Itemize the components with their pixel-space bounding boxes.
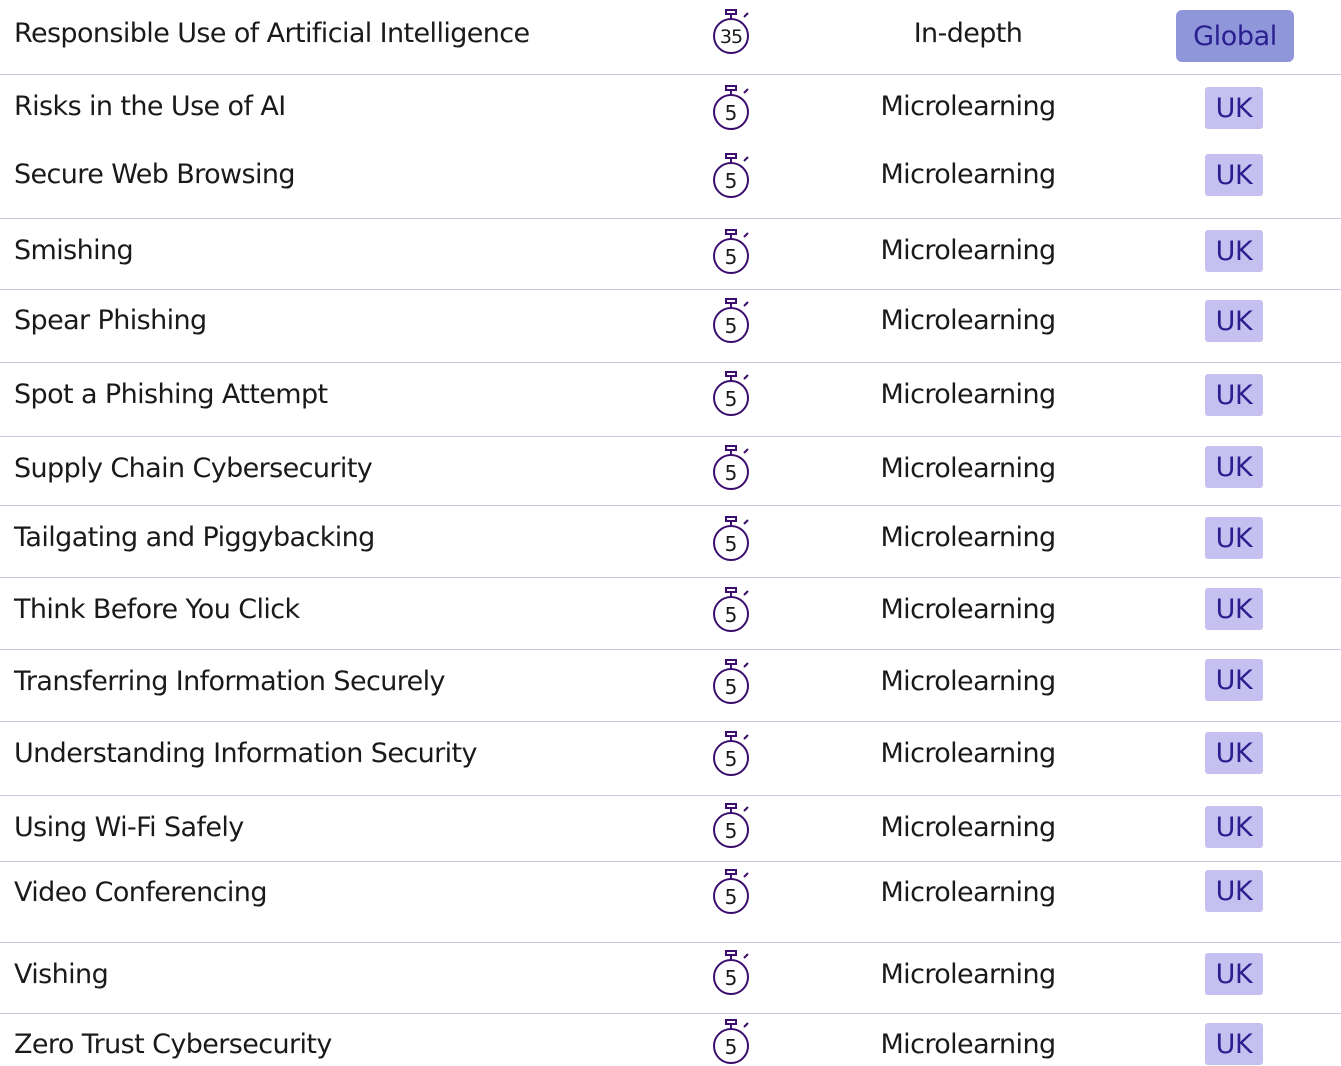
region-badge: UK: [1205, 659, 1263, 701]
course-title: Zero Trust Cybersecurity: [14, 1029, 332, 1060]
stopwatch-icon: [707, 228, 755, 276]
stopwatch-icon: [707, 868, 755, 916]
course-format: Microlearning: [880, 379, 1056, 410]
stopwatch-icon: [707, 84, 755, 132]
course-row[interactable]: [0, 363, 1341, 436]
course-row[interactable]: [0, 506, 1341, 577]
region-badge: UK: [1205, 1023, 1263, 1065]
course-format: Microlearning: [880, 522, 1056, 553]
duration-minutes: 5: [724, 169, 738, 193]
course-title: Responsible Use of Artificial Intelligence: [14, 18, 530, 49]
course-format: Microlearning: [880, 235, 1056, 266]
region-badge: Global: [1176, 10, 1294, 62]
course-format: Microlearning: [880, 812, 1056, 843]
course-title: Supply Chain Cybersecurity: [14, 453, 373, 484]
course-title: Using Wi-Fi Safely: [14, 812, 244, 843]
region-badge: UK: [1205, 374, 1263, 416]
duration-minutes: 5: [724, 1035, 738, 1059]
course-format: Microlearning: [880, 666, 1056, 697]
course-row[interactable]: [0, 796, 1341, 861]
region-badge: UK: [1205, 517, 1263, 559]
stopwatch-icon: [707, 152, 755, 200]
stopwatch-icon: [707, 949, 755, 997]
stopwatch-icon: [707, 297, 755, 345]
duration-minutes: 5: [724, 314, 738, 338]
course-title: Tailgating and Piggybacking: [14, 522, 375, 553]
course-row[interactable]: [0, 290, 1341, 362]
course-title: Transferring Information Securely: [14, 666, 445, 697]
duration-minutes: 5: [724, 245, 738, 269]
course-format: Microlearning: [880, 877, 1056, 908]
duration-minutes: 5: [724, 461, 738, 485]
course-title: Spear Phishing: [14, 305, 207, 336]
course-title: Spot a Phishing Attempt: [14, 379, 328, 410]
course-row[interactable]: [0, 75, 1341, 142]
stopwatch-icon: [707, 802, 755, 850]
course-row[interactable]: [0, 219, 1341, 289]
stopwatch-icon: [707, 515, 755, 563]
course-format: Microlearning: [880, 1029, 1056, 1060]
stopwatch-icon: [707, 586, 755, 634]
course-title: Smishing: [14, 235, 134, 266]
course-row[interactable]: [0, 437, 1341, 505]
duration-minutes: 5: [724, 603, 738, 627]
course-row[interactable]: [0, 1014, 1341, 1066]
course-format: In-depth: [913, 18, 1023, 49]
course-format: Microlearning: [880, 305, 1056, 336]
duration-minutes: 5: [724, 819, 738, 843]
course-row[interactable]: [0, 0, 1341, 74]
region-badge: UK: [1205, 953, 1263, 995]
course-row[interactable]: [0, 722, 1341, 795]
course-title: Think Before You Click: [14, 594, 300, 625]
course-title: Video Conferencing: [14, 877, 267, 908]
course-row[interactable]: [0, 862, 1341, 942]
region-badge: UK: [1205, 230, 1263, 272]
course-title: Risks in the Use of AI: [14, 91, 286, 122]
stopwatch-icon: [707, 444, 755, 492]
course-format: Microlearning: [880, 738, 1056, 769]
duration-minutes: 5: [724, 387, 738, 411]
duration-minutes: 35: [719, 26, 743, 48]
stopwatch-icon: [707, 658, 755, 706]
stopwatch-icon: [707, 730, 755, 778]
course-title: Understanding Information Security: [14, 738, 477, 769]
duration-minutes: 5: [724, 747, 738, 771]
course-format: Microlearning: [880, 159, 1056, 190]
duration-minutes: 5: [724, 966, 738, 990]
region-badge: UK: [1205, 588, 1263, 630]
region-badge: UK: [1205, 870, 1263, 912]
region-badge: UK: [1205, 732, 1263, 774]
stopwatch-icon: [707, 1018, 755, 1066]
stopwatch-icon: [707, 370, 755, 418]
duration-minutes: 5: [724, 532, 738, 556]
stopwatch-icon: [707, 8, 755, 56]
course-format: Microlearning: [880, 453, 1056, 484]
course-title: Vishing: [14, 959, 109, 990]
course-row[interactable]: [0, 650, 1341, 721]
course-format: Microlearning: [880, 959, 1056, 990]
duration-minutes: 5: [724, 101, 738, 125]
course-title: Secure Web Browsing: [14, 159, 295, 190]
course-row[interactable]: [0, 142, 1341, 218]
region-badge: UK: [1205, 154, 1263, 196]
course-row[interactable]: [0, 943, 1341, 1013]
region-badge: UK: [1205, 446, 1263, 488]
duration-minutes: 5: [724, 885, 738, 909]
region-badge: UK: [1205, 87, 1263, 129]
region-badge: UK: [1205, 300, 1263, 342]
duration-minutes: 5: [724, 675, 738, 699]
course-format: Microlearning: [880, 594, 1056, 625]
course-row[interactable]: [0, 578, 1341, 649]
course-format: Microlearning: [880, 91, 1056, 122]
region-badge: UK: [1205, 806, 1263, 848]
